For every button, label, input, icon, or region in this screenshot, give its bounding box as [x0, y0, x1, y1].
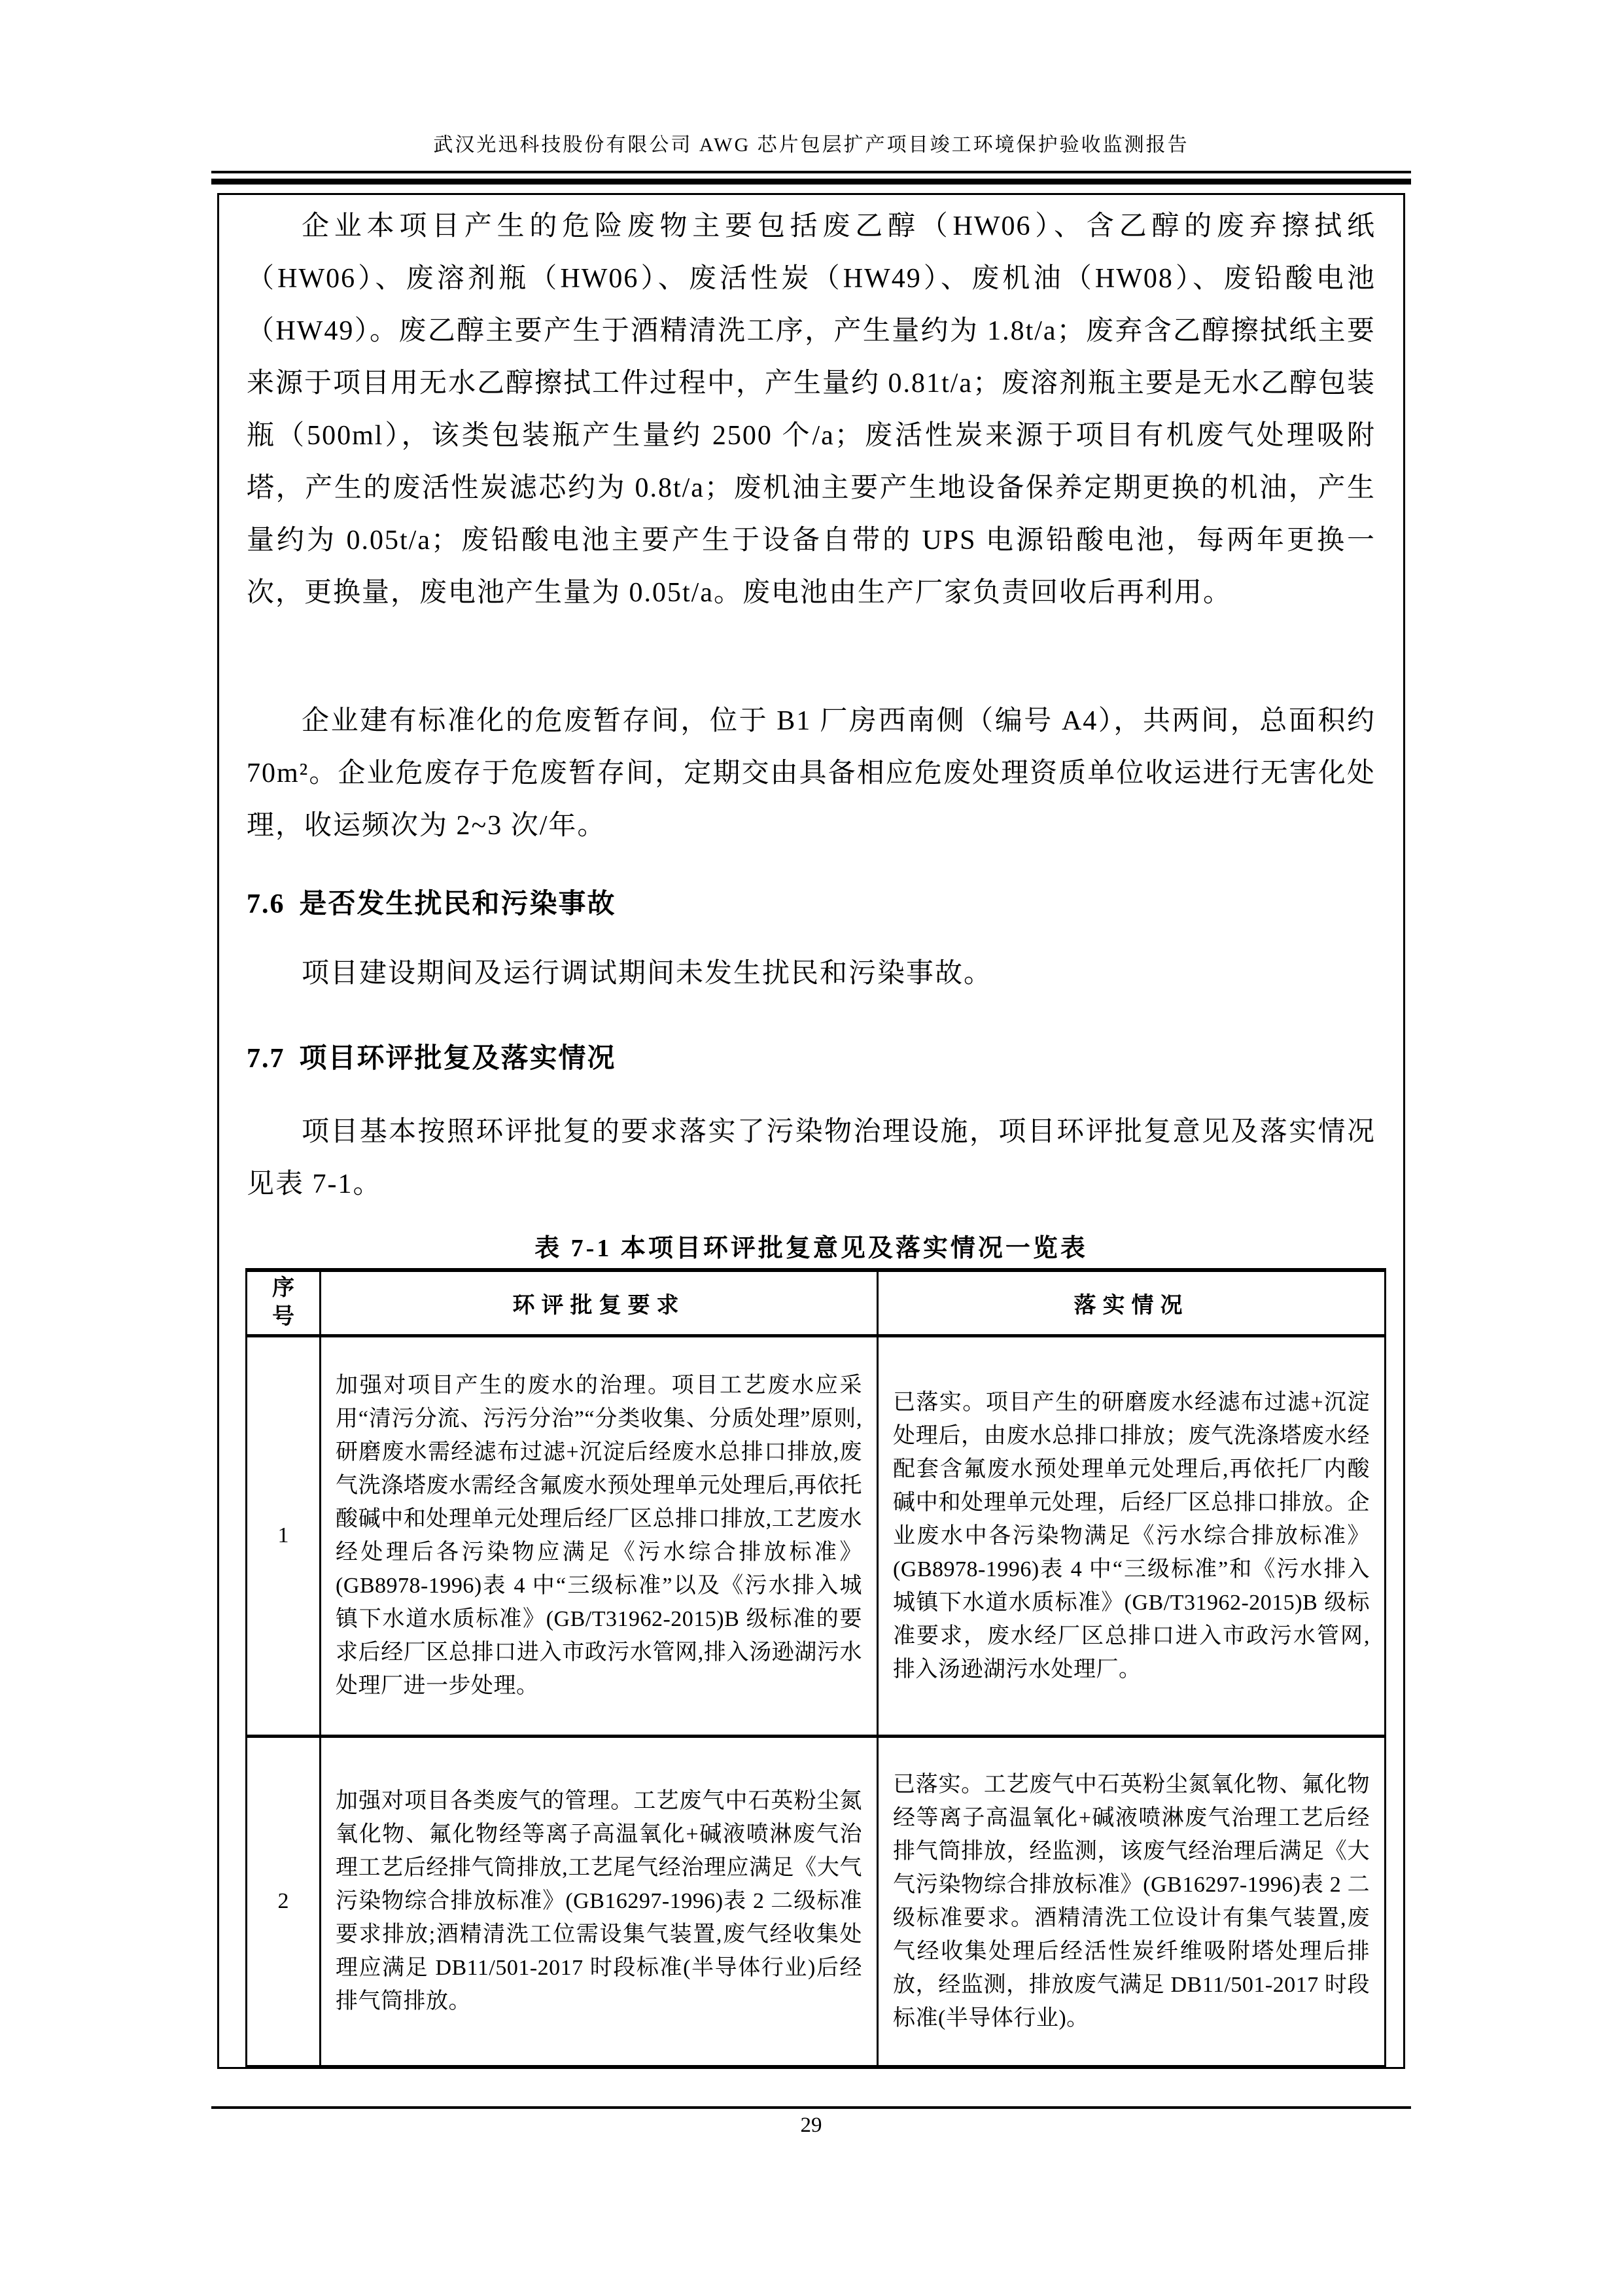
row-1-implementation: 已落实。项目产生的研磨废水经滤布过滤+沉淀处理后，由废水总排口排放；废气洗涤塔废水经配套含氟废水预处理单元处理后,再依托厂内酸碱中和处理单元处理，后经厂区总排口排放。企业废水中各污染物满足《污水综合排放标准》(GB8978-1996)表 4 中“三级标准”和《污水排入城镇下水道水质标准》(GB/T31962-2015)B 级标准要求，废水经厂区总排口进入市政污水管网,排入汤逊湖污水处理厂。: [878, 1335, 1386, 1736]
page-header-title: 武汉光迅科技股份有限公司 AWG 芯片包层扩产项目竣工环境保护验收监测报告: [433, 134, 1189, 156]
section-number-7-7: 7.7: [247, 1044, 285, 1074]
section-heading-7-7: [247, 1036, 1376, 1076]
section-title-7-7: 项目环评批复及落实情况: [299, 1044, 616, 1074]
paragraph-7-6-body: 项目建设期间及运行调试期间未发生扰民和污染事故。: [302, 959, 993, 989]
table-title: 表 7-1 本项目环评批复意见及落实情况一览表: [534, 1235, 1088, 1262]
row-1-seq: 1: [247, 1335, 321, 1736]
footer-rule: [211, 2106, 1411, 2109]
row-2-implementation: 已落实。工艺废气中石英粉尘氮氧化物、氟化物经等离子高温氧化+碱液喷淋废气治理工艺后经排气筒排放，经监测，该废气经治理后满足《大气污染物综合排放标准》(GB16297-1996)表 2 二级标准要求。酒精清洗工位设计有集气装置,废气经收集处理后经活性炭纤维吸附塔处理后排放，经监测，排放废气满足 DB11/501-2017 时段标准(半导体行业)。: [878, 1736, 1386, 2067]
paragraph-storage-room: 企业建有标准化的危废暂存间，位于 B1 厂房西南侧（编号 A4），共两间，总面积约 70m²。企业危废存于危废暂存间，定期交由具备相应危废处理资质单位收运进行无害化处理，收运频次为 2~3 次/年。: [247, 706, 1376, 841]
paragraph-7-7-body: 项目基本按照环评批复的要求落实了污染物治理设施，项目环评批复意见及落实情况见表 7-1。: [247, 1117, 1376, 1199]
row-2-requirement: 加强对项目各类废气的管理。工艺废气中石英粉尘氮氧化物、氟化物经等离子高温氧化+碱液喷淋废气治理工艺后经排气筒排放,工艺尾气经治理应满足《大气污染物综合排放标准》(GB16297-1996)表 2 二级标准要求排放;酒精清洗工位需设集气装置,废气经收集处理应满足 DB11/501-2017 时段标准(半导体行业)后经排气筒排放。: [321, 1736, 878, 2067]
column-header-implementation: 落实情况: [878, 1270, 1386, 1335]
table-row: [247, 1736, 1386, 2067]
row-2-seq: 2: [247, 1736, 321, 2067]
approval-table: [245, 1268, 1386, 2069]
column-header-requirement: 环评批复要求: [321, 1270, 878, 1335]
header-rule-thin: [211, 171, 1411, 173]
section-number-7-6: 7.6: [247, 889, 285, 919]
table-header-row: [247, 1270, 1386, 1335]
content-box: [217, 193, 1405, 2069]
table-row: [247, 1335, 1386, 1736]
section-title-7-6: 是否发生扰民和污染事故: [299, 889, 616, 919]
paragraph-hazardous-waste: 企业本项目产生的危险废物主要包括废乙醇（HW06）、含乙醇的废弃擦拭纸（HW06）、废溶剂瓶（HW06）、废活性炭（HW49）、废机油（HW08）、废铅酸电池（HW49）。废乙醇主要产生于酒精清洗工序，产生量约为 1.8t/a；废弃含乙醇擦拭纸主要来源于项目用无水乙醇擦拭工件过程中，产生量约 0.81t/a；废溶剂瓶主要是无水乙醇包装瓶（500ml），该类包装瓶产生量约 2500 个/a；废活性炭来源于项目有机废气处理吸附塔，产生的废活性炭滤芯约为 0.8t/a；废机油主要产生地设备保养定期更换的机油，产生量约为 0.05t/a；废铅酸电池主要产生于设备自带的 UPS 电源铅酸电池，每两年更换一次，更换量，废电池产生量为 0.05t/a。废电池由生产厂家负责回收后再利用。: [247, 211, 1376, 608]
page-number: 29: [800, 2113, 822, 2137]
header-rule-thick: [211, 179, 1411, 185]
column-header-seq: 序号: [247, 1270, 321, 1335]
section-heading-7-6: [247, 882, 1376, 921]
row-1-requirement: 加强对项目产生的废水的治理。项目工艺废水应采用“清污分流、污污分治”“分类收集、分质处理”原则,研磨废水需经滤布过滤+沉淀后经废水总排口排放,废气洗涤塔废水需经含氟废水预处理单元处理后,再依托酸碱中和处理单元处理后经厂区总排口排放,工艺废水经处理后各污染物应满足《污水综合排放标准》(GB8978-1996)表 4 中“三级标准”以及《污水排入城镇下水道水质标准》(GB/T31962-2015)B 级标准的要求后经厂区总排口进入市政污水管网,排入汤逊湖污水处理厂进一步处理。: [321, 1335, 878, 1736]
